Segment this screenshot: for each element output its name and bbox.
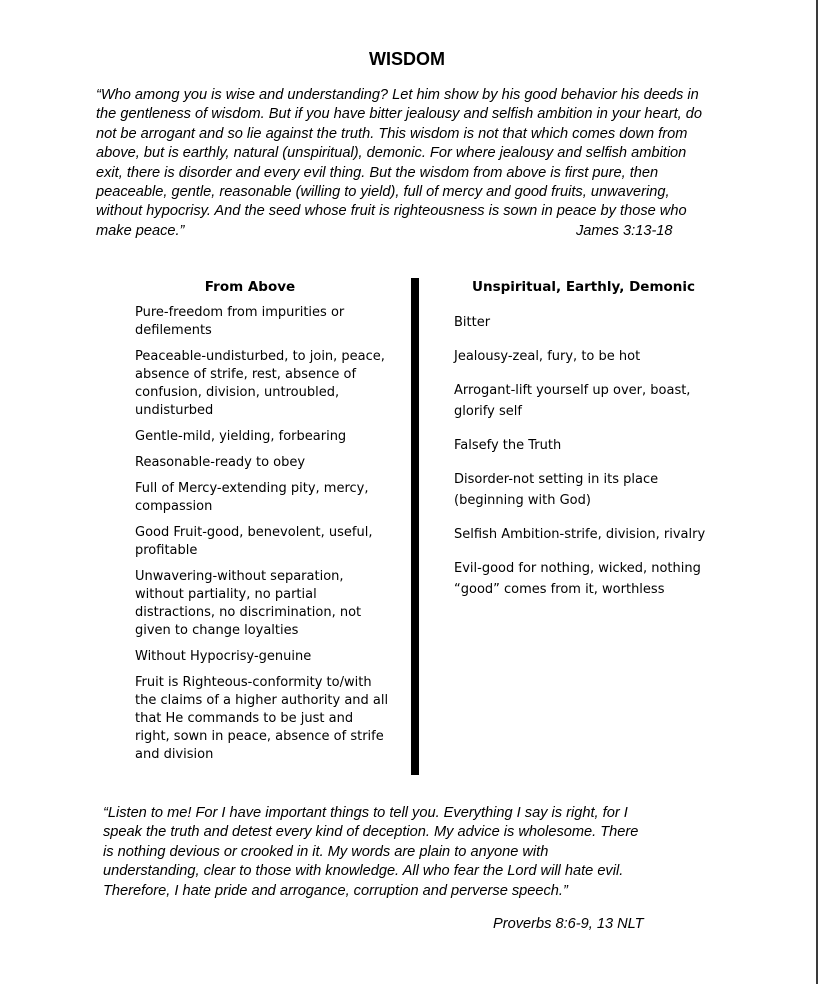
list-item-line: Jealousy-zeal, fury, to be hot — [454, 349, 641, 364]
list-item — [135, 348, 385, 420]
list-item-line: compassion — [135, 499, 213, 514]
list-item — [454, 524, 754, 545]
list-item — [135, 480, 375, 516]
list-item — [135, 304, 375, 340]
list-item-line: Without Hypocrisy-genuine — [135, 649, 312, 664]
quote-line: understanding, clear to those with knowledge. All who fear the Lord will hate evil. — [103, 863, 624, 880]
from-above-list — [135, 304, 389, 772]
list-item-line: confusion, division, untroubled, — [135, 385, 340, 400]
list-item-line: absence of strife, rest, absence of — [135, 367, 357, 382]
list-item-line: Gentle-mild, yielding, forbearing — [135, 429, 347, 444]
james-reference: James 3:13-18 — [576, 223, 673, 239]
proverbs-quote — [103, 804, 663, 901]
list-item-line: Good Fruit-good, benevolent, useful, — [135, 525, 373, 540]
list-item-line: Falsefy the Truth — [454, 438, 562, 453]
right-column-heading: Unspiritual, Earthly, Demonic — [472, 279, 696, 295]
list-item — [135, 454, 375, 472]
left-column-heading: From Above — [204, 279, 296, 295]
list-item — [454, 312, 754, 333]
quote-line: the gentleness of wisdom. But if you have bitter jealousy and selfish ambition in your heart, do — [96, 106, 702, 123]
list-item — [454, 435, 754, 456]
list-item — [454, 469, 754, 511]
page-title: WISDOM — [369, 49, 445, 69]
list-item-line: Reasonable-ready to obey — [135, 455, 306, 470]
list-item-line: Pure-freedom from impurities or — [135, 305, 345, 320]
list-item-line: Evil-good for nothing, wicked, nothing — [454, 561, 701, 576]
list-item-line: Unwavering-without separation, — [135, 569, 344, 584]
quote-line: “Who among you is wise and understanding? Let him show by his good behavior his deeds in — [96, 87, 699, 103]
quote-line: is nothing devious or crooked in it. My words are plain to anyone with — [103, 843, 549, 860]
quote-line: speak the truth and detest every kind of deception. My advice is wholesome. There — [103, 824, 639, 841]
list-item — [135, 524, 375, 560]
quote-line: “Listen to me! For I have important things to tell you. Everything I say is right, for I — [103, 805, 628, 821]
list-item-line: right, sown in peace, absence of strife — [135, 729, 384, 744]
list-item-line: Arrogant-lift yourself up over, boast, — [454, 383, 691, 398]
list-item-line: Fruit is Righteous-conformity to/with — [135, 675, 372, 690]
list-item-line: glorify self — [454, 404, 522, 419]
list-item — [454, 346, 754, 367]
list-item-line: Selfish Ambition-strife, division, rivalry — [454, 527, 706, 542]
quote-line: Therefore, I hate pride and arrogance, corruption and perverse speech.” — [103, 882, 568, 899]
list-item-line: (beginning with God) — [454, 493, 591, 508]
column-divider — [411, 278, 419, 775]
list-item-line: “good” comes from it, worthless — [454, 582, 665, 597]
earthly-list — [454, 312, 754, 613]
quote-line: above, but is earthly, natural (unspiritual), demonic. For where jealousy and selfish ambition — [96, 145, 687, 162]
list-item-line: that He commands to be just and — [135, 711, 354, 726]
list-item-line: Bitter — [454, 315, 491, 330]
list-item-line: undisturbed — [135, 403, 214, 418]
list-item-line: distractions, no discrimination, not — [135, 605, 362, 620]
list-item-line: and division — [135, 747, 214, 762]
list-item-line: without partiality, no partial — [135, 587, 317, 602]
list-item-line: profitable — [135, 543, 198, 558]
list-item — [135, 648, 375, 666]
quote-line: without hypocrisy. And the seed whose fruit is righteousness is sown in peace by those who — [96, 203, 687, 220]
list-item-line: defilements — [135, 323, 212, 338]
quote-line: peaceable, gentle, reasonable (willing to yield), full of mercy and good fruits, unwavering, — [96, 184, 670, 201]
list-item-line: Peaceable-undisturbed, to join, peace, — [135, 349, 385, 364]
list-item-line: given to change loyalties — [135, 623, 299, 638]
list-item-line: the claims of a higher authority and all — [135, 693, 389, 708]
list-item — [135, 428, 375, 446]
list-item — [135, 674, 389, 764]
list-item — [454, 380, 754, 422]
quote-line: exit, there is disorder and every evil thing. But the wisdom from above is first pure, then — [96, 164, 659, 181]
list-item — [454, 558, 754, 600]
list-item-line: Disorder-not setting in its place — [454, 472, 659, 487]
list-item — [135, 568, 375, 640]
quote-line: not be arrogant and so lie against the truth. This wisdom is not that which comes down from — [96, 125, 688, 142]
james-quote — [96, 86, 716, 241]
proverbs-reference: Proverbs 8:6-9, 13 NLT — [493, 916, 644, 932]
list-item-line: Full of Mercy-extending pity, mercy, — [135, 481, 369, 496]
quote-line: make peace.” — [96, 222, 185, 239]
